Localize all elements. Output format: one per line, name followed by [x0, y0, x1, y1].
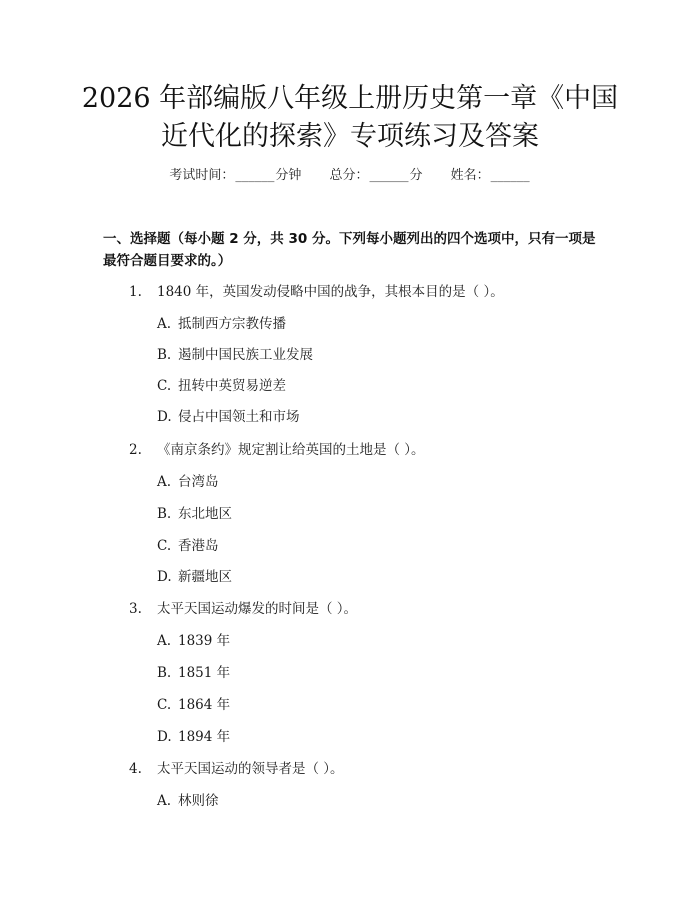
option-letter: C. [157, 538, 172, 554]
option-letter: D. [157, 569, 172, 585]
question-3 [129, 599, 357, 619]
student-name-label: 姓名： [450, 168, 490, 183]
question-text: 《南京条约》规定割让给英国的土地是（ ）。 [157, 442, 425, 458]
q1-option-b [157, 345, 313, 365]
question-number: 2. [129, 442, 142, 458]
option-letter: C. [157, 378, 172, 394]
q1-option-d [157, 407, 300, 427]
exam-time-blank: ______ [235, 168, 275, 183]
document-title-line-1: 2026 年部编版八年级上册历史第一章《中国 [81, 83, 619, 114]
option-text: 新疆地区 [178, 569, 232, 585]
option-text: 台湾岛 [178, 474, 219, 490]
q3-option-d [157, 727, 230, 747]
section-heading-line-1: 一、选择题（每小题 2 分，共 30 分。下列每小题列出的四个选项中，只有一项是 [103, 231, 596, 247]
option-letter: A. [157, 633, 172, 649]
total-score-unit: 分 [409, 168, 423, 183]
question-1 [129, 282, 504, 302]
option-letter: B. [157, 347, 172, 363]
option-text: 东北地区 [178, 506, 232, 522]
option-letter: C. [157, 697, 172, 713]
question-number: 4. [129, 761, 142, 777]
q2-option-a [157, 472, 219, 492]
option-letter: B. [157, 665, 172, 681]
student-name-blank: ______ [490, 168, 530, 183]
q1-option-c [157, 376, 286, 396]
exam-time [169, 166, 301, 186]
option-letter: A. [157, 793, 172, 809]
question-number: 1. [129, 284, 142, 300]
exam-time-label: 考试时间： [169, 168, 235, 183]
student-name [451, 166, 531, 186]
option-letter: B. [157, 506, 172, 522]
option-text: 抵制西方宗教传播 [178, 316, 286, 332]
option-text: 1894 年 [178, 729, 231, 745]
section-heading-line-2: 最符合题目要求的。） [103, 253, 232, 269]
option-text: 林则徐 [178, 793, 219, 809]
option-text: 侵占中国领土和市场 [178, 409, 300, 425]
q1-option-a [157, 314, 286, 334]
exam-info [0, 166, 700, 186]
option-letter: D. [157, 409, 172, 425]
question-text: 太平天国运动爆发的时间是（ ）。 [157, 601, 358, 617]
question-text: 太平天国运动的领导者是（ ）。 [157, 761, 344, 777]
question-text: 1840 年，英国发动侵略中国的战争，其根本目的是（ ）。 [157, 284, 504, 300]
q2-option-b [157, 504, 232, 524]
option-letter: D. [157, 729, 172, 745]
option-text: 1864 年 [178, 697, 231, 713]
q3-option-a [157, 631, 230, 651]
option-text: 扭转中英贸易逆差 [178, 378, 286, 394]
q2-option-d [157, 567, 232, 587]
exam-time-unit: 分钟 [275, 168, 302, 183]
question-number: 3. [129, 601, 142, 617]
q2-option-c [157, 536, 219, 556]
option-text: 1839 年 [178, 633, 231, 649]
option-text: 遏制中国民族工业发展 [178, 347, 313, 363]
option-letter: A. [157, 316, 172, 332]
option-text: 1851 年 [178, 665, 231, 681]
q3-option-b [157, 663, 230, 683]
option-letter: A. [157, 474, 172, 490]
total-score-blank: ______ [369, 168, 409, 183]
total-score-label: 总分： [329, 168, 369, 183]
document-title-line-2: 近代化的探索》专项练习及答案 [161, 121, 539, 152]
total-score [329, 166, 422, 186]
question-2 [129, 440, 425, 460]
q4-option-a [157, 791, 219, 811]
question-4 [129, 759, 344, 779]
option-text: 香港岛 [178, 538, 219, 554]
q3-option-c [157, 695, 230, 715]
